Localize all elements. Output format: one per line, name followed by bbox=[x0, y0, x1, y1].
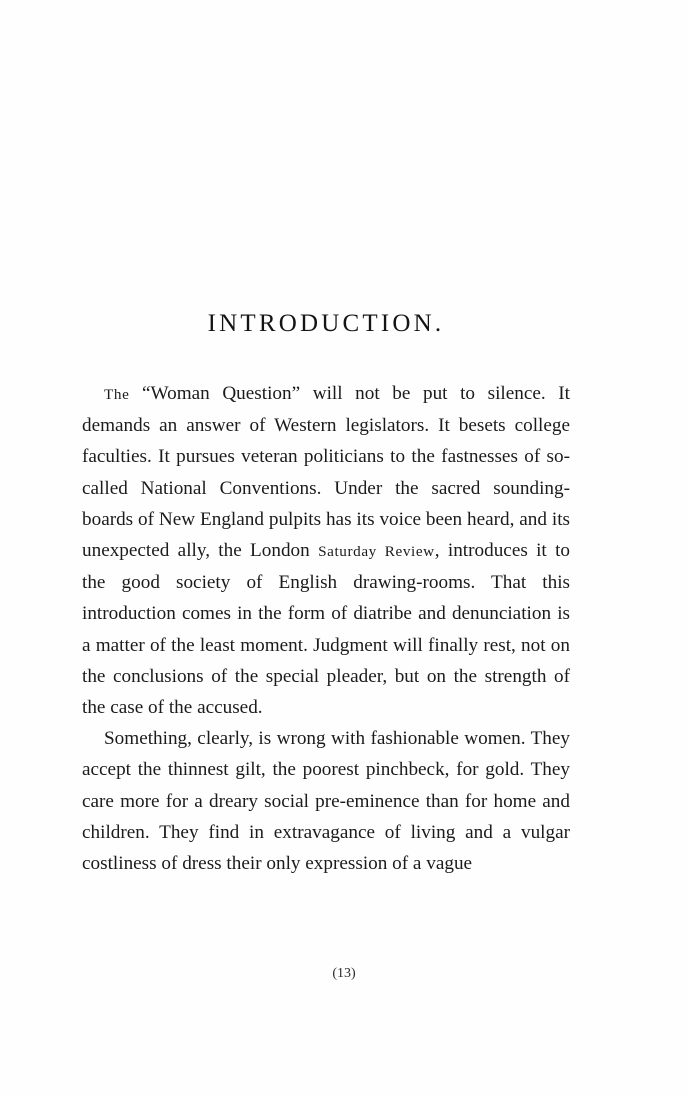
paragraph-1-inline-smallcaps: Saturday Review bbox=[318, 543, 435, 561]
paragraph-1-text-part-2: , introduces it to the good society of English drawing-rooms. That this introduction comes in the form of diatribe and denunciation is a matter of the least moment. Judgment will finally rest, not on the conclusions of the special pleader, but on the strength of the case of the accused. bbox=[82, 540, 571, 719]
page-body bbox=[82, 310, 570, 879]
paragraph-1 bbox=[82, 378, 570, 723]
paragraph-1-lead-smallcaps: The bbox=[104, 386, 130, 403]
paragraph-1-text-part-1: “Woman Question” will not be put to silence. It demands an answer of Western legislators. It besets college faculties. It pursues veteran politicians to the fastnesses of so-called National Conventions. Under the sacred sounding-boards of New England pulpits has its voice been heard, and its unexpected ally, the London bbox=[82, 383, 570, 562]
page-number: (13) bbox=[332, 966, 356, 981]
paragraph-2: Something, clearly, is wrong with fashionable women. They accept the thinnest gilt, the poorest pinchbeck, for gold. They care more for a dreary social pre-eminence than for home and children. They find in extravagance of living and a vulgar costliness of dress their only expression of a vague bbox=[82, 728, 570, 875]
page-title: INTRODUCTION. bbox=[207, 310, 445, 337]
